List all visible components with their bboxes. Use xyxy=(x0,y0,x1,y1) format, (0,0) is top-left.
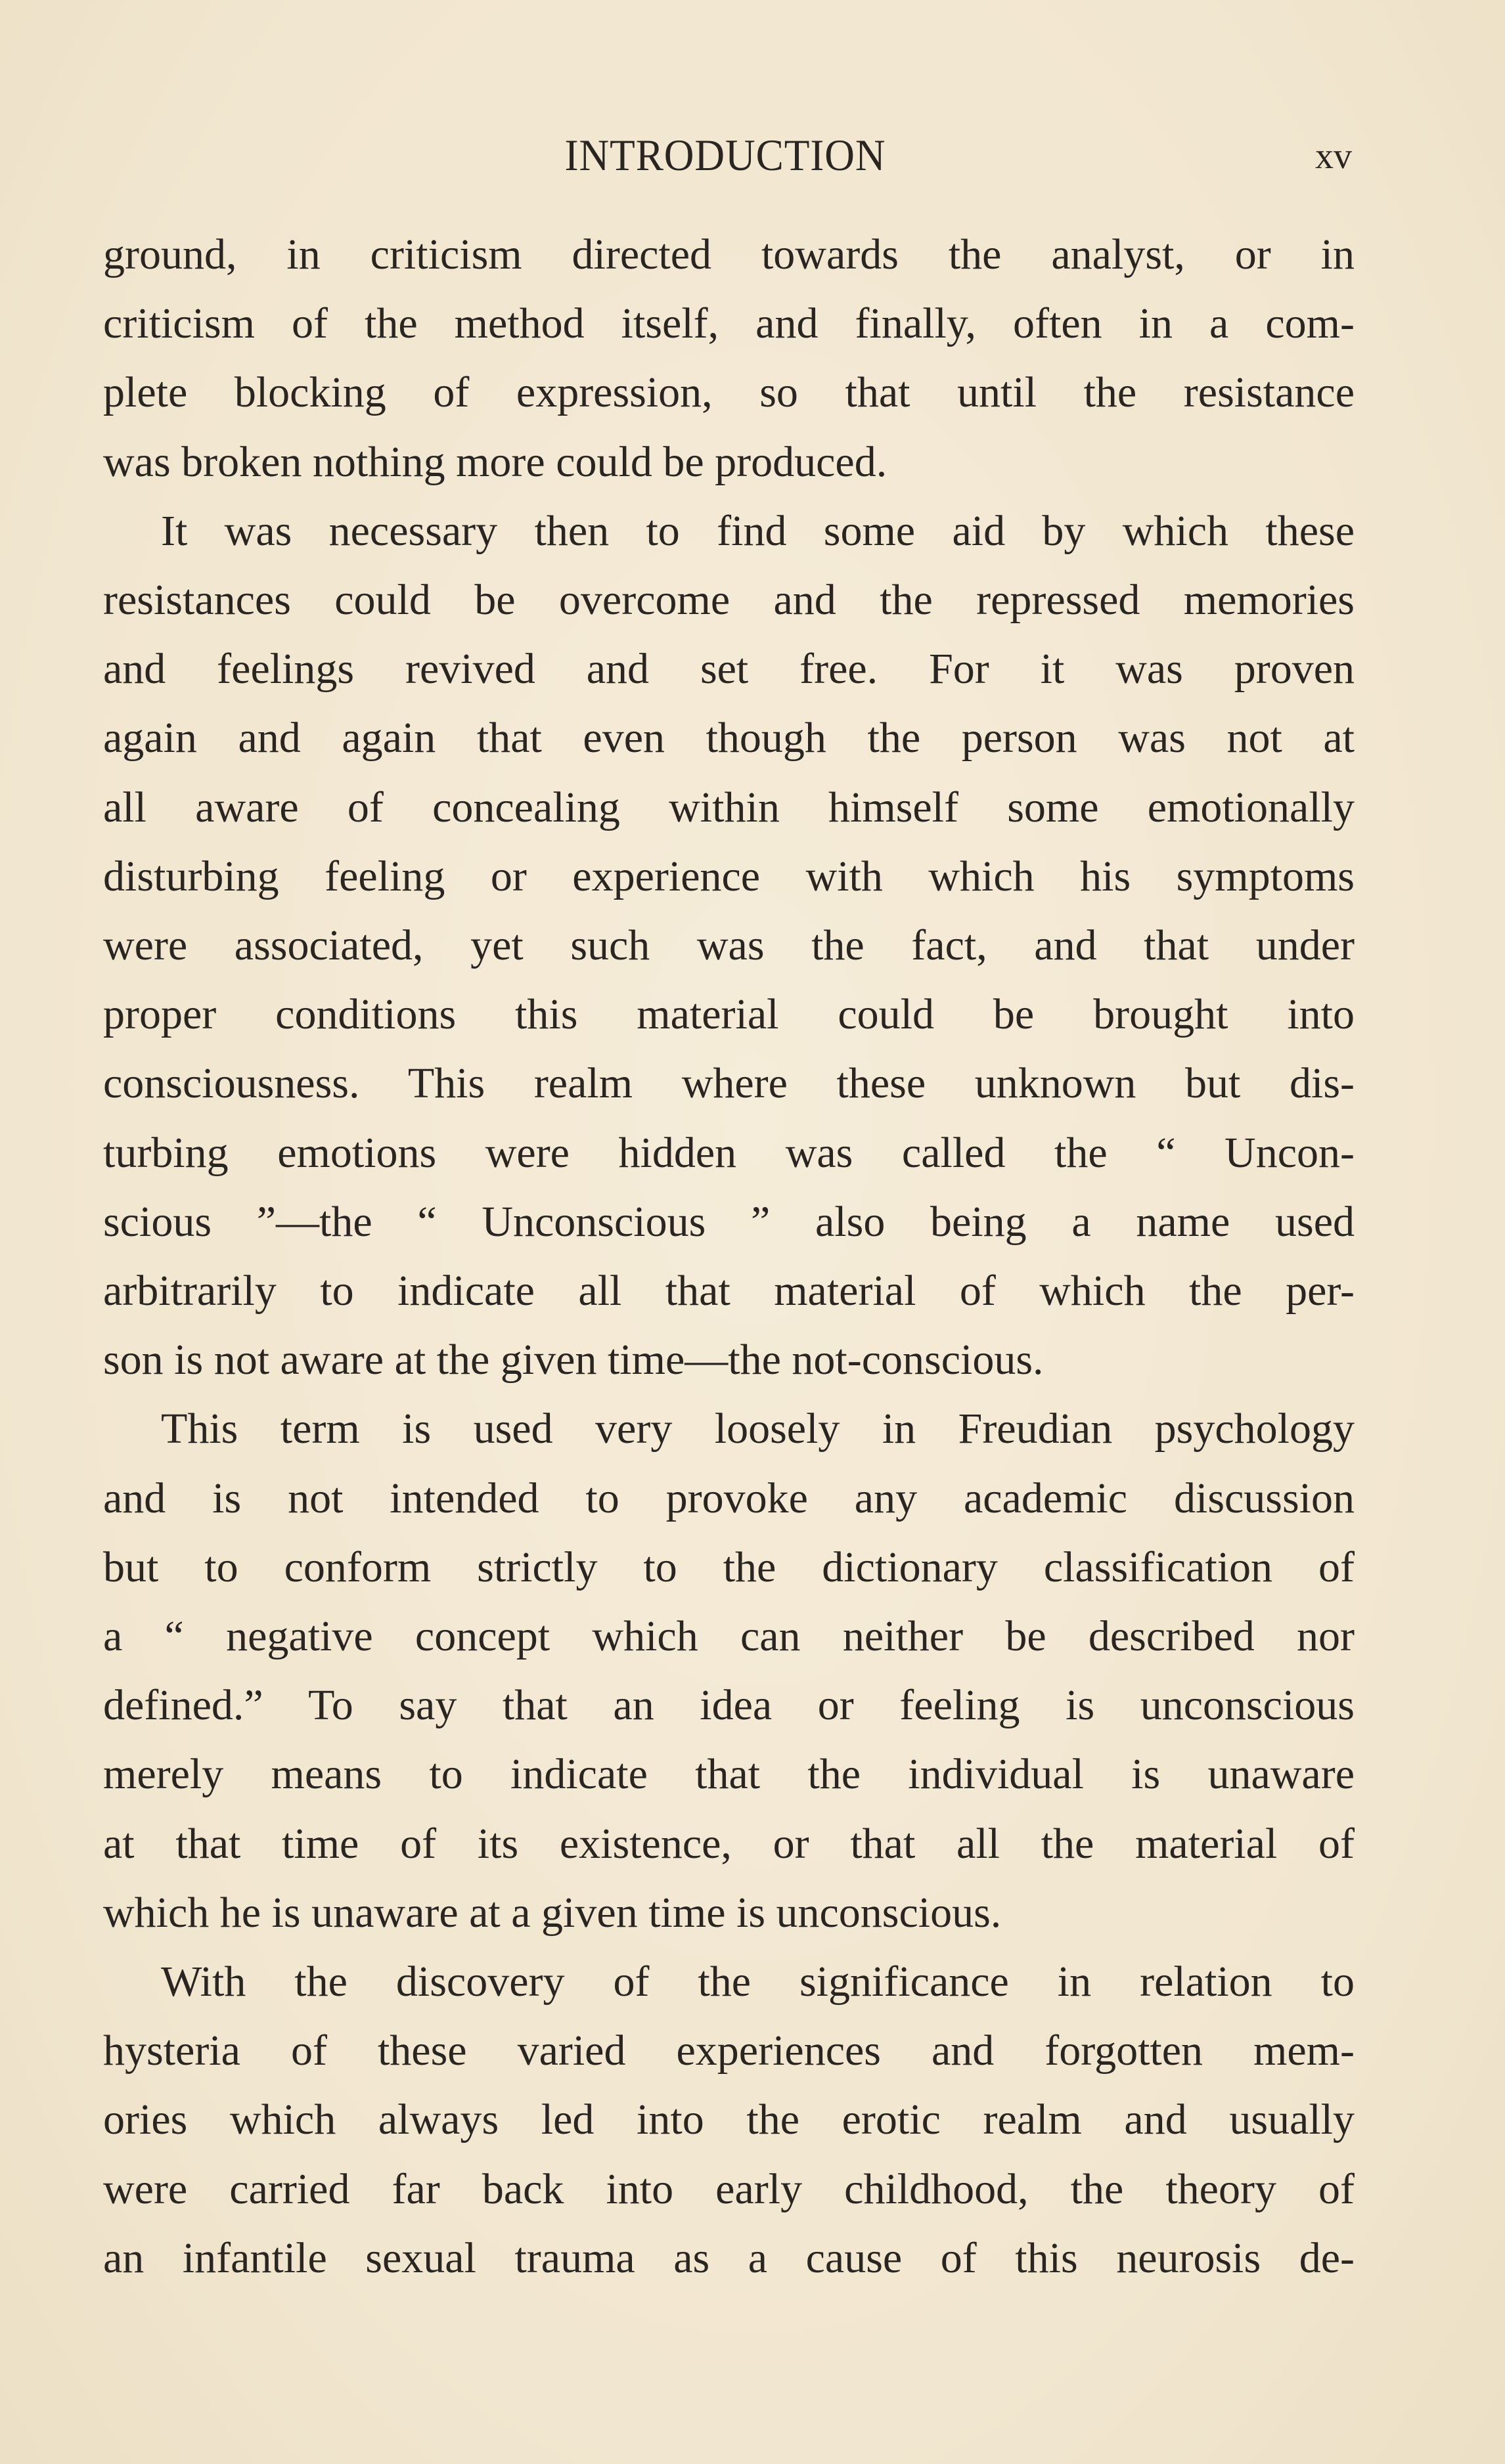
text-line: resistances could be overcome and the repressed memories xyxy=(103,576,1355,624)
text-line: an infantile sexual trauma as a cause of this neurosis de- xyxy=(103,2233,1355,2282)
page-number: xv xyxy=(1315,136,1352,177)
text-line: at that time of its existence, or that all the material of xyxy=(103,1819,1355,1868)
text-line: merely means to indicate that the individual is unaware xyxy=(103,1750,1355,1799)
paragraph-end-line: was broken nothing more could be produced. xyxy=(103,437,887,486)
text-line: but to conform strictly to the dictionary classification of xyxy=(103,1543,1355,1591)
text-line: disturbing feeling or experience with which his symptoms xyxy=(103,852,1355,900)
paragraph-end-line: son is not aware at the given time—the not-conscious. xyxy=(103,1336,1044,1384)
text-line: turbing emotions were hidden was called the “ Uncon- xyxy=(103,1128,1355,1177)
paragraph-end-line: which he is unaware at a given time is unconscious. xyxy=(103,1888,1002,1937)
text-line: criticism of the method itself, and finally, often in a com- xyxy=(103,299,1355,348)
text-line: all aware of concealing within himself some emotionally xyxy=(103,783,1355,831)
text-line: scious ”—the “ Unconscious ” also being a name used xyxy=(103,1197,1355,1246)
body-text xyxy=(103,0,1355,2464)
text-line: proper conditions this material could be brought into xyxy=(103,990,1355,1039)
text-line: ories which always led into the erotic realm and usually xyxy=(103,2096,1355,2144)
text-line: arbitrarily to indicate all that material of which the per- xyxy=(103,1267,1355,1315)
text-line: ground, in criticism directed towards the analyst, or in xyxy=(103,231,1355,278)
text-line: consciousness. This realm where these unknown but dis- xyxy=(103,1059,1355,1108)
text-line: plete blocking of expression, so that until the resistance xyxy=(103,368,1355,417)
text-line: again and again that even though the person was not at xyxy=(103,714,1355,762)
text-line: hysteria of these varied experiences and forgotten mem- xyxy=(103,2027,1355,2075)
paragraph-first-line: With the discovery of the significance in relation to xyxy=(161,1958,1355,2006)
text-line: defined.” To say that an idea or feeling is unconscious xyxy=(103,1681,1355,1730)
text-line: a “ negative concept which can neither be described nor xyxy=(103,1612,1355,1660)
text-line: and is not intended to provoke any academic discussion xyxy=(103,1474,1355,1522)
text-line: and feelings revived and set free. For it was proven xyxy=(103,645,1355,693)
chapter-title: INTRODUCTION xyxy=(564,130,886,180)
paragraph-first-line: It was necessary then to find some aid by which these xyxy=(161,506,1355,555)
paragraph-first-line: This term is used very loosely in Freudian psychology xyxy=(161,1405,1355,1453)
text-line: were carried far back into early childhood, the theory of xyxy=(103,2165,1355,2213)
text-line: were associated, yet such was the fact, and that under xyxy=(103,921,1355,969)
